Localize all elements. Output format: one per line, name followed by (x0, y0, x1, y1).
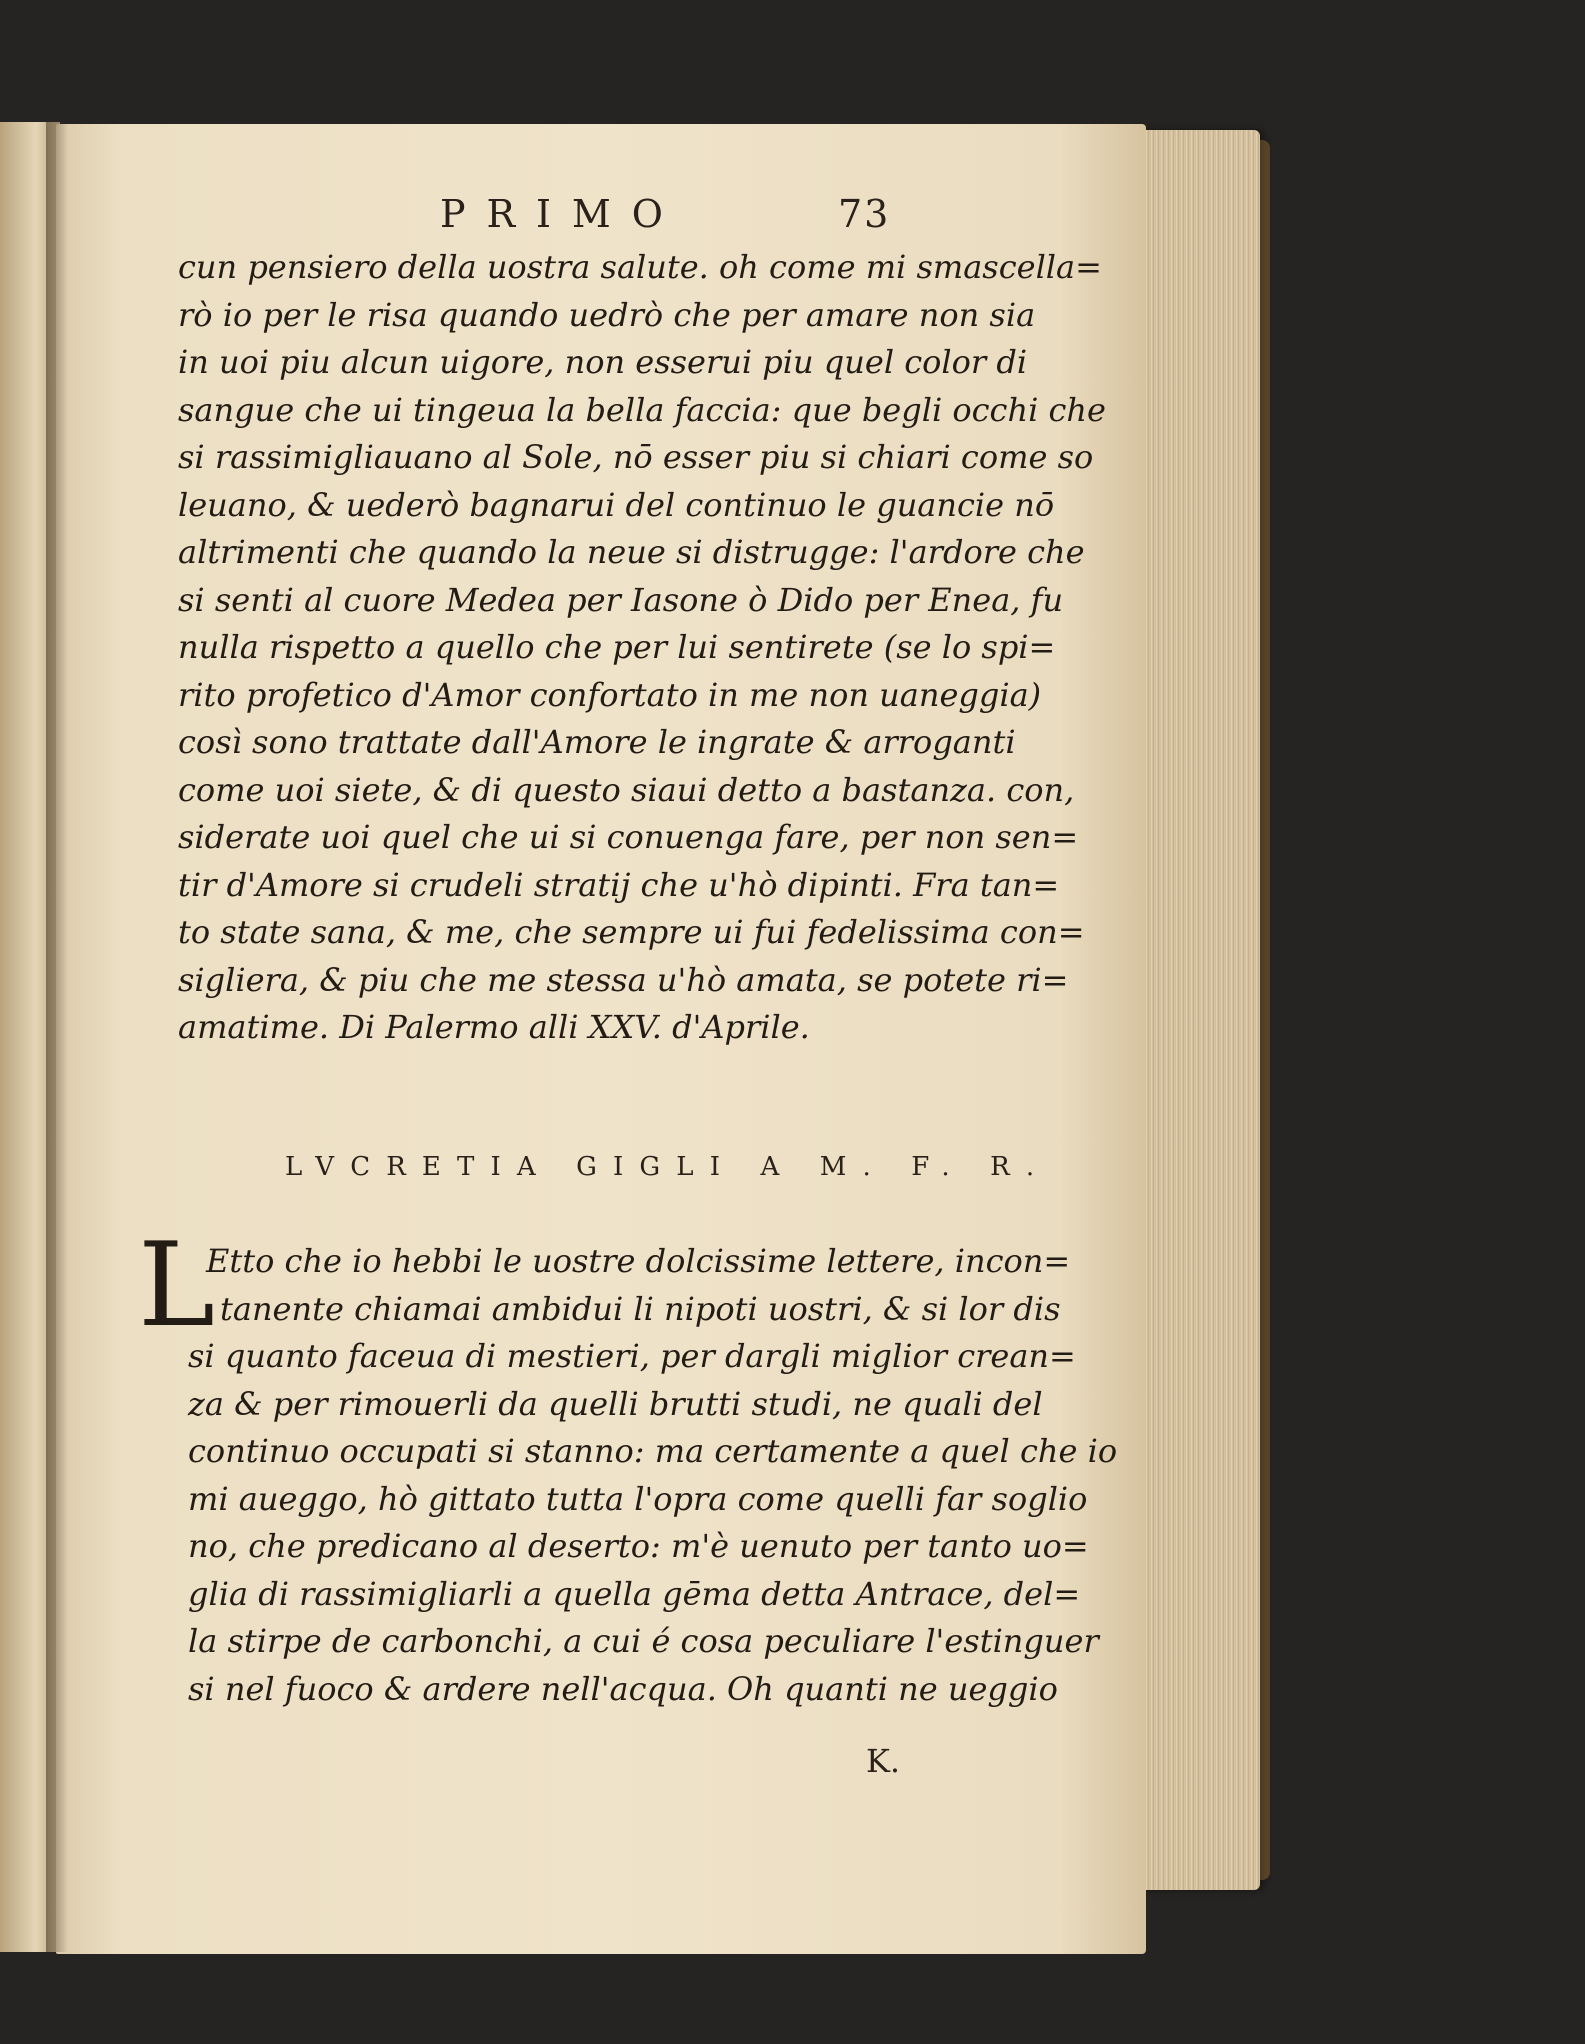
text-line: za & per rimouerli da quelli brutti studi, ne quali del (188, 1384, 1043, 1423)
text-line: così sono trattate dall'Amore le ingrate & arroganti (178, 723, 1016, 761)
drop-cap: L (138, 1218, 216, 1353)
text-line: cun pensiero della uostra salute. oh come mi smascella= (178, 248, 1102, 286)
text-line: Etto che io hebbi le uostre dolcissime lettere, incon= (206, 1242, 1071, 1280)
text-line: mi aueggo, hò gittato tutta l'opra come quelli far soglio (188, 1479, 1088, 1518)
text-line: siderate uoi quel che ui si conuenga fare, per non sen= (178, 818, 1079, 856)
closing-line: amatime. Di Palermo alli XXV. d'Aprile. (178, 1008, 810, 1046)
text-line: tanente chiamai ambidui li nipoti uostri, & si lor dis (220, 1289, 1061, 1328)
text-line: rito profetico d'Amor confortato in me non uaneggia) (178, 675, 1042, 714)
running-head (440, 192, 940, 236)
catchword: K. (866, 1742, 901, 1780)
text-line: rò io per le risa quando uedrò che per amare non sia (178, 295, 1036, 334)
text-line: si senti al cuore Medea per Iasone ò Dido per Enea, fu (178, 580, 1064, 619)
spine-shadow (46, 122, 68, 1952)
text-line: sigliera, & piu che me stessa u'hò amata, se potete ri= (178, 960, 1069, 999)
page-block-edges (1140, 130, 1260, 1890)
text-line: sangue che ui tingeua la bella faccia: que begli occhi che (178, 390, 1106, 429)
text-line: nulla rispetto a quello che per lui sentirete (se lo spi= (178, 628, 1056, 666)
text-line: to state sana, & me, che sempre ui fui fedelissima con= (178, 913, 1085, 951)
text-line: altrimenti che quando la neue si distrugge: l'ardore che (178, 533, 1085, 571)
folio-number: 73 (838, 192, 891, 236)
text-line: la stirpe de carbonchi, a cui é cosa peculiare l'estinguer (188, 1622, 1099, 1660)
text-line: si nel fuoco & ardere nell'acqua. Oh quanti ne ueggio (188, 1669, 1058, 1708)
text-line: in uoi piu alcun uigore, non esserui piu quel color di (178, 343, 1028, 381)
text-line: si quanto faceua di mestieri, per dargli miglior crean= (188, 1337, 1076, 1375)
letter-two-text (188, 1238, 1118, 1713)
text-line: leuano, & uederò bagnarui del continuo le guancie nō (178, 485, 1055, 524)
text-line: si rassimigliauano al Sole, nō esser piu si chiari come so (178, 438, 1094, 476)
letter-one-text (178, 244, 1106, 1052)
text-line: tir d'Amore si crudeli stratij che u'hò dipinti. Fra tan= (178, 865, 1060, 904)
text-line: no, che predicano al deserto: m'è uenuto per tanto uo= (188, 1527, 1089, 1565)
letter-two-title: LVCRETIA GIGLI A M. F. R. (285, 1152, 1051, 1182)
running-head-title: PRIMO (440, 192, 684, 236)
text-line: glia di rassimigliarli a quella gēma detta Antrace, del= (188, 1574, 1081, 1613)
text-line: continuo occupati si stanno: ma certamente a quel che io (188, 1432, 1118, 1470)
text-line: come uoi siete, & di questo siaui detto a bastanza. con, (178, 770, 1075, 809)
